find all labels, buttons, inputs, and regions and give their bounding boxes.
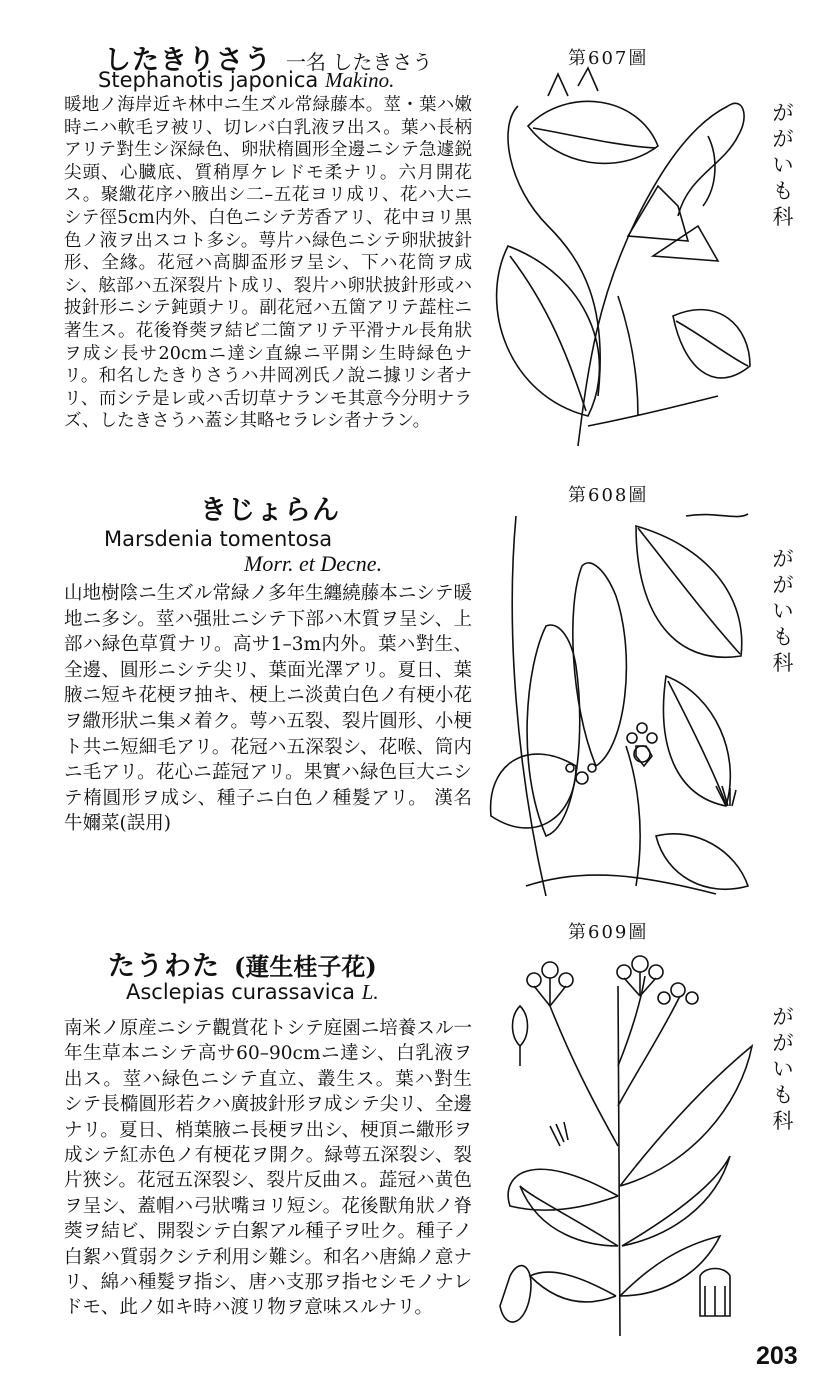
- family-label: ががいも科: [772, 1005, 794, 1133]
- scientific-name: Asclepias curassavica L.: [126, 980, 379, 1004]
- japanese-name: きじょらん: [200, 495, 340, 526]
- scientific-name: Stephanotis japonica Makino.: [98, 68, 395, 92]
- chinese-name: (蓮生桂子花): [234, 952, 377, 981]
- entry-title: [108, 944, 377, 983]
- authority: Morr. et Decne.: [244, 551, 383, 576]
- alternate-name: 一名 したきさう: [286, 50, 433, 74]
- authority: L.: [361, 980, 379, 1004]
- marsdenia-illustration: [486, 506, 756, 900]
- family-label: ががいも科: [772, 101, 794, 229]
- scientific-name: Marsdenia tomentosa: [104, 527, 333, 551]
- figure-label: 第608圖: [568, 485, 649, 506]
- description: 南米ノ原産ニシテ觀賞花トシテ庭園ニ培養スル一年生草本ニシテ高サ60–90cmニ達シ、白乳液ヲ出ス。莖ハ緑色ニシテ直立、叢生ス。葉ハ對生シテ長橢圓形若クハ廣披針形ヲ成シテ尖リ、全邊ナリ。夏日、梢葉腋ニ長梗ヲ出シ、梗頂ニ繖形ヲ成シテ紅赤色ノ有梗花ヲ開ク。緑萼五深裂シ、裂片狹シ。花冠五深裂シ、裂片反曲ス。蕋冠ハ黄色ヲ呈シ、蓋帽ハ弓狀嘴ヨリ短シ。花後獸角狀ノ脊葖ヲ結ビ、開裂シテ白絮アル種子ヲ吐ク。種子ノ白絮ハ質弱クシテ利用シ難シ。和名ハ唐綿ノ意ナリ、綿ハ種髮ヲ指シ、唐ハ支那ヲ指セシモノナレドモ、此ノ如キ時ハ渡リ物ヲ意味スルナリ。: [64, 1018, 472, 1319]
- asclepias-illustration: [490, 946, 758, 1340]
- japanese-name: したきりさう: [104, 45, 272, 76]
- description: 山地樹陰ニ生ズル常緑ノ多年生纏繞藤本ニシテ暖地ニ多シ。莖ハ强壯ニシテ下部ハ木質ヲ呈シ、上部ハ緑色草質ナリ。高サ1–3m内外。葉ハ對生、全邊、圓形ニシテ尖リ、葉面光澤アリ。夏日、葉腋ニ短キ花梗ヲ抽キ、梗上ニ淡黄白色ノ有梗小花ヲ繖形狀ニ集メ着ク。萼ハ五裂、裂片圓形、小梗ト共ニ短細毛アリ。花冠ハ五深裂シ、花喉、筒内ニ毛アリ。花心ニ蕋冠アリ。果實ハ緑色巨大ニシテ楕圓形ヲ成シ、種子ニ白色ノ種髮アリ。 漢名 牛嬭菜(誤用): [64, 583, 472, 835]
- japanese-name: たうわた: [108, 951, 220, 982]
- stephanotis-illustration: [488, 66, 756, 456]
- family-label: ががいも科: [772, 547, 794, 675]
- authority: Makino.: [324, 68, 395, 92]
- figure-label: 第607圖: [568, 48, 649, 69]
- page-number: 203: [756, 1342, 798, 1370]
- description: 暖地ノ海岸近キ林中ニ生ズル常緑藤本。莖・葉ハ嫩時ニハ軟毛ヲ被リ、切レバ白乳液ヲ出ス。葉ハ長柄アリテ對生シ深緑色、卵狀楕圓形全邊ニシテ急遽鋭尖頭、心臓底、質稍厚ケレドモ柔ナリ。六月開花ス。聚繖花序ハ腋出シ二–五花ヨリ成リ、花ハ大ニシテ徑5cm内外、白色ニシテ芳香アリ、花中ヨリ黒色ノ液ヲ出スコト多シ。萼片ハ緑色ニシテ卵狀披針形、全緣。花冠ハ高脚盃形ヲ呈シ、下ハ花筒ヲ成シ、舷部ハ五深裂片ト成リ、裂片ハ卵狀披針形或ハ披針形ニシテ鈍頭ナリ。副花冠ハ五箇アリテ蕋柱ニ著生ス。花後脊葖ヲ結ビ二箇アリテ平滑ナル長角狀ヲ成シ長サ20cmニ達シ直線ニ平開シ生時緑色ナリ。和名したきりさうハ井岡冽氏ノ說ニ據リシ者ナリ、而シテ是レ或ハ舌切草ナランモ其意今分明ナラズ、したきさうハ蓋シ其略セラレシ者ナラン。: [64, 95, 472, 432]
- entry-title: [200, 488, 340, 527]
- figure-label: 第609圖: [568, 922, 649, 943]
